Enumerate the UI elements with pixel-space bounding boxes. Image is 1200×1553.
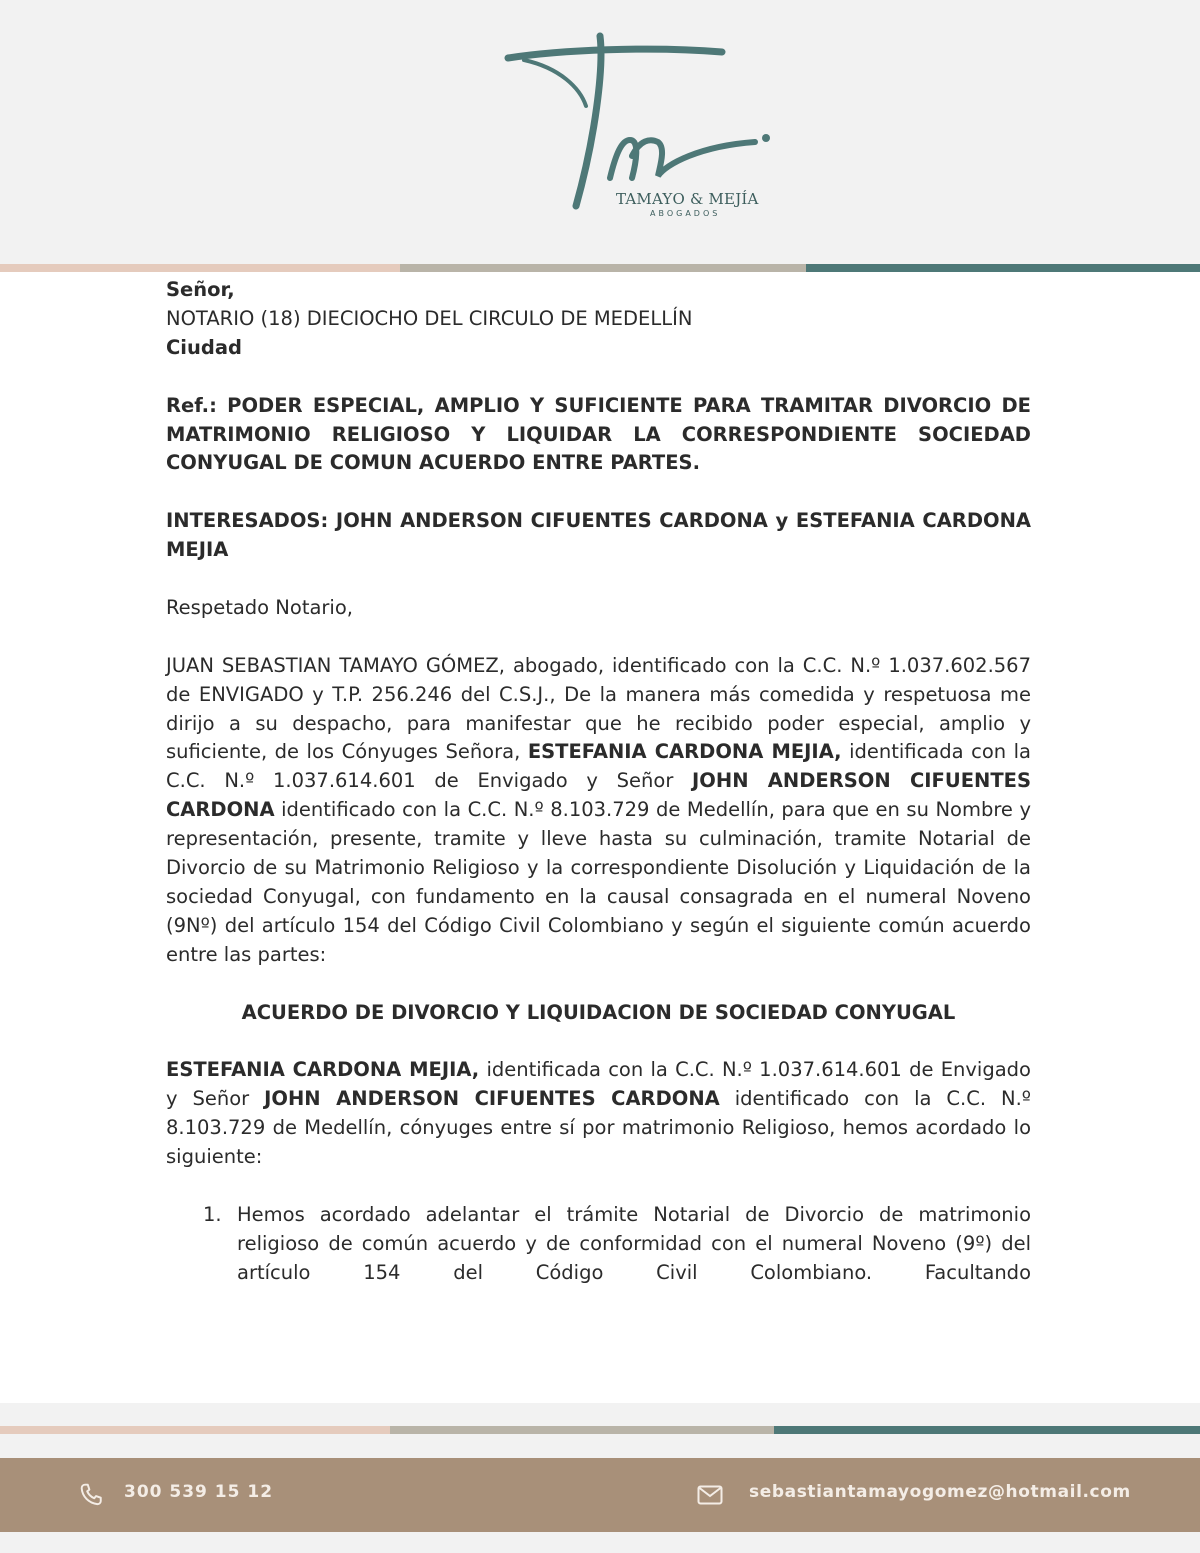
interested-parties: INTERESADOS: JOHN ANDERSON CIFUENTES CARDONA y ESTEFANIA CARDONA MEJIA [166,509,1031,562]
city: Ciudad [166,335,242,359]
header-stripe-gray [400,264,806,272]
body-paragraph-1 [166,652,1031,970]
body-p1-rest: identificado con la C.C. N.º 8.103.729 de Medellín, para que en su Nombre y representación, presente, tramite y lleve hasta su culminación, tramite Notarial de Divorcio de su Matrimonio Religioso y la correspondiente Disolución y Liquidación de la sociedad Conyugal, con fundamento en la causal consagrada en el numeral Noveno (9Nº) del artículo 154 del Código Civil Colombiano y según el siguiente común acuerdo entre las partes: [166,798,1031,966]
name-estefania: ESTEFANIA CARDONA MEJIA, [166,1058,480,1082]
list-number: 1. [203,1202,222,1226]
name-john: JOHN ANDERSON CIFUENTES CARDONA [166,769,1032,822]
logo-firm-name: TAMAYO & MEJÍA [616,190,759,208]
agreement-title: ACUERDO DE DIVORCIO Y LIQUIDACION DE SOCIEDAD CONYUGAL [241,1000,956,1024]
recipient: NOTARIO (18) DIECIOCHO DEL CIRCULO DE MEDELLÍN [166,306,693,330]
header-stripe-teal [806,264,1200,272]
phone-number: 300 539 15 12 [124,1482,274,1502]
letterhead-header [0,0,1200,264]
name-estefania: ESTEFANIA CARDONA MEJIA, [527,740,842,764]
name-john: JOHN ANDERSON CIFUENTES CARDONA [264,1087,720,1111]
body-p2-rest: identificado con la C.C. N.º 8.103.729 de Medellín, cónyuges entre sí por matrimonio Religioso, hemos acordado lo siguiente: [166,1087,1031,1169]
greeting: Respetado Notario, [166,595,353,619]
footer-stripe-peach [0,1426,390,1434]
salutation-to: Señor, [166,278,235,301]
list-text: Hemos acordado adelantar el trámite Notarial de Divorcio de matrimonio religioso de común acuerdo y de conformidad con el numeral Noveno (9º) del artículo 154 del Código Civil Colombiano. Facultando [237,1202,1031,1284]
body-p1-intro: JUAN SEBASTIAN TAMAYO GÓMEZ, abogado, identificado con la C.C. N.º 1.037.602.567 de ENVIGADO y T.P. 256.246 del C.S.J., De la manera más comedida y respetuosa me dirijo a su despacho, para manifestar que he recibido poder especial, amplio y suficiente, de los Cónyuges Señora, [166,653,1031,764]
footer-stripe-teal [774,1426,1200,1434]
body-paragraph-2 [166,1056,1031,1172]
header-stripe-peach [0,264,400,272]
letter-body [166,276,1031,1288]
reference-line: Ref.: PODER ESPECIAL, AMPLIO Y SUFICIENTE PARA TRAMITAR DIVORCIO DE MATRIMONIO RELIGIOSO Y LIQUIDAR LA CORRESPONDIENTE SOCIEDAD CONYUGAL DE COMUN ACUERDO ENTRE PARTES. [166,393,1031,475]
phone-icon [78,1482,104,1508]
body-p1-id: identificada con la C.C. N.º 1.037.614.601 de Envigado y Señor [166,740,1031,793]
contact-bar [0,1458,1200,1532]
logo-subtitle: ABOGADOS [650,209,721,218]
list-item [166,1201,1031,1288]
email-address: sebastiantamayogomez@hotmail.com [749,1482,1131,1502]
mail-icon [697,1484,723,1506]
footer-stripe-gray [390,1426,774,1434]
body-p2-id: identificada con la C.C. N.º 1.037.614.601 de Envigado y Señor [166,1058,1031,1111]
